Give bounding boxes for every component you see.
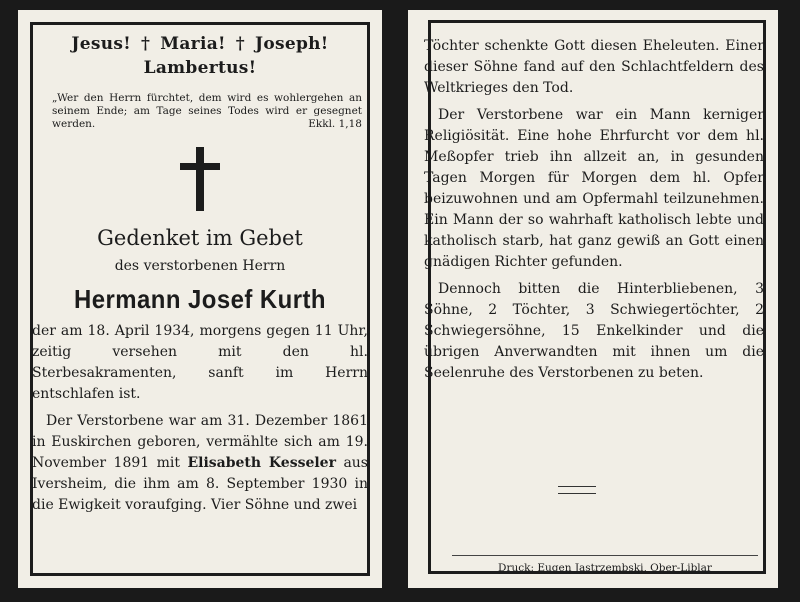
bible-quote [52, 92, 362, 131]
death-details-paragraph: der am 18. April 1934, morgens gegen 11 Uhr, zeitig versehen mit den hl. Sterbesakramenten, sanft im Herrn entschlafen ist. [32, 323, 368, 402]
spouse-name: Elisabeth Kesseler [187, 455, 336, 471]
printer-credit: Druck: Eugen Jastrzembski, Ober-Liblar [452, 555, 758, 574]
bible-quote-text: „Wer den Herrn fürchtet, dem wird es wohlergehen an seinem Ende; am Tage seines Todes wird er gesegnet werden. [52, 92, 362, 130]
memorial-subtitle: des verstorbenen Herrn [114, 258, 286, 274]
heading-jesus: Jesus! [71, 34, 132, 54]
memorial-title: Gedenket im Gebet [97, 226, 303, 250]
holy-names-heading [32, 32, 368, 80]
right-card-page [408, 10, 778, 588]
prayer-request-paragraph: Dennoch bitten die Hinterbliebenen, 3 Söhne, 2 Töchter, 3 Schwiegertöchter, 2 Schwiegersöhne, 15 Enkelkinder und die übrigen Anverwandten mit ihnen um die Seelenruhe des Verstorbenen zu beten. [424, 281, 764, 381]
heading-joseph: Joseph! [254, 34, 329, 54]
deceased-name: Hermann Josef Kurth [74, 284, 326, 314]
biography-text-b: aus Iversheim, die ihm am 8. September 1930 in die Ewigkeit voraufging. Vier Söhne und zwei [32, 455, 368, 513]
small-cross-icon: † [141, 34, 151, 54]
heading-lambertus: Lambertus! [143, 58, 257, 78]
decorative-double-line [558, 486, 596, 494]
small-cross-icon: † [235, 34, 245, 54]
religiosity-paragraph: Der Verstorbene war ein Mann kerniger Religiösität. Eine hohe Ehrfurcht vor dem hl. Meßopfer trieb ihn allzeit an, in gesunden Tagen Morgen für Morgen dem hl. Opfer beizuwohnen und am Opfermahl teilzunehmen. Ein Mann der so wahrhaft katholisch lebte und katholisch starb, hat ganz gewiß an Gott einen gnädigen Richter gefunden. [424, 107, 764, 270]
children-paragraph: Töchter schenkte Gott diesen Eheleuten. Einer dieser Söhne fand auf den Schlachtfeldern des Weltkrieges den Tod. [424, 38, 764, 96]
bible-quote-reference: Ekkl. 1,18 [308, 118, 362, 130]
left-card-content [32, 32, 368, 516]
right-card-content [424, 36, 764, 384]
biography-paragraph [32, 411, 368, 516]
left-card-page [18, 10, 382, 588]
cross-icon [180, 147, 220, 211]
heading-maria: Maria! [160, 34, 226, 54]
biography-text-a: Der Verstorbene war am 31. Dezember 1861 in Euskirchen geboren, vermählte sich am 19. November 1891 mit [32, 413, 368, 471]
